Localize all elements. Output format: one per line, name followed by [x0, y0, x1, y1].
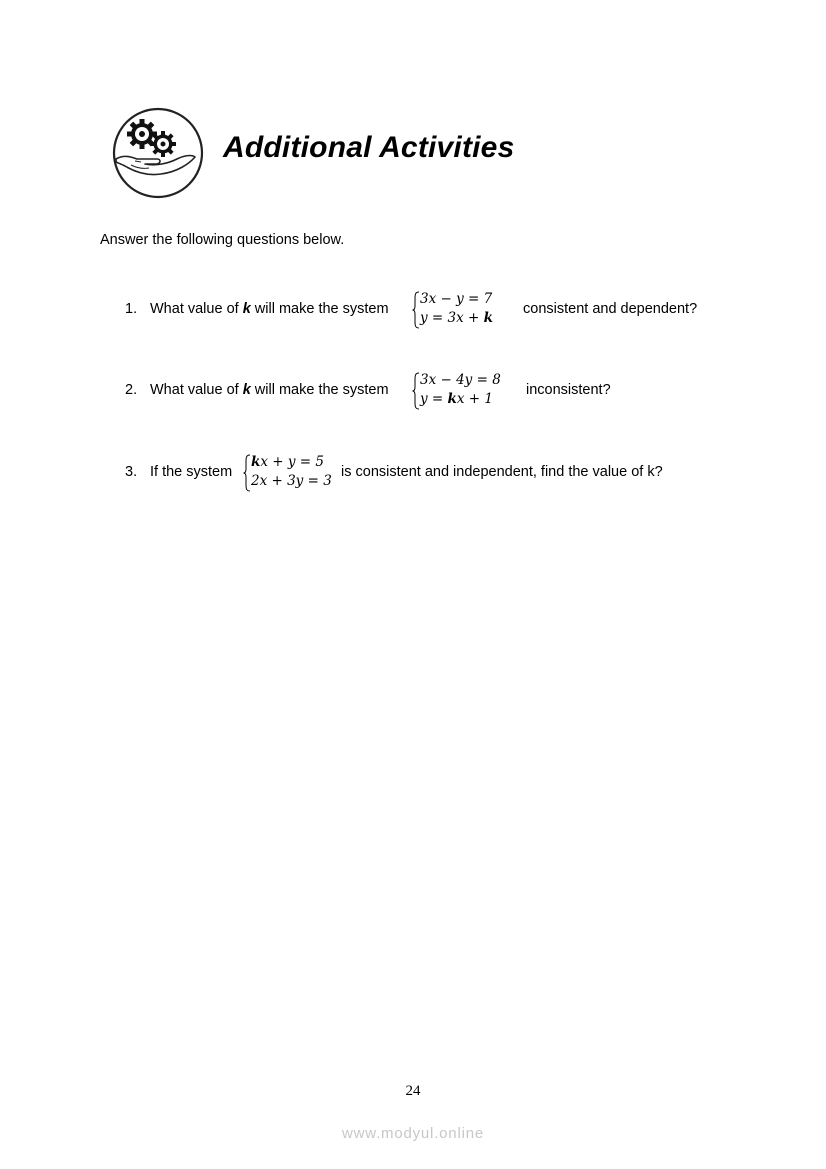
question-text: What value of k will make the system [150, 301, 389, 317]
page-number: 24 [405, 1083, 421, 1099]
page-title: Additional Activities [223, 131, 515, 164]
equation-line: y = 3x + k [420, 310, 493, 326]
question-number: 2. [125, 382, 138, 398]
equation-line: kx + y = 5 [251, 454, 324, 470]
question-number: 3. [125, 464, 138, 480]
question-tail: inconsistent? [526, 382, 611, 398]
equation-line: 3x − y = 7 [420, 291, 493, 307]
question-tail: consistent and dependent? [523, 301, 698, 317]
equation-line: 3x − 4y = 8 [420, 372, 501, 388]
question-tail: is consistent and independent, find the value of k? [341, 464, 663, 480]
question-number: 1. [125, 301, 138, 317]
equation-line: y = kx + 1 [420, 391, 493, 407]
instructions: Answer the following questions below. [100, 232, 345, 248]
equation-line: 2x + 3y = 3 [251, 473, 332, 489]
question-text: If the system [150, 464, 233, 480]
question-text: What value of k will make the system [150, 382, 389, 398]
gears-on-hand-icon [111, 106, 205, 200]
watermark: www.modyul.online [342, 1125, 484, 1142]
